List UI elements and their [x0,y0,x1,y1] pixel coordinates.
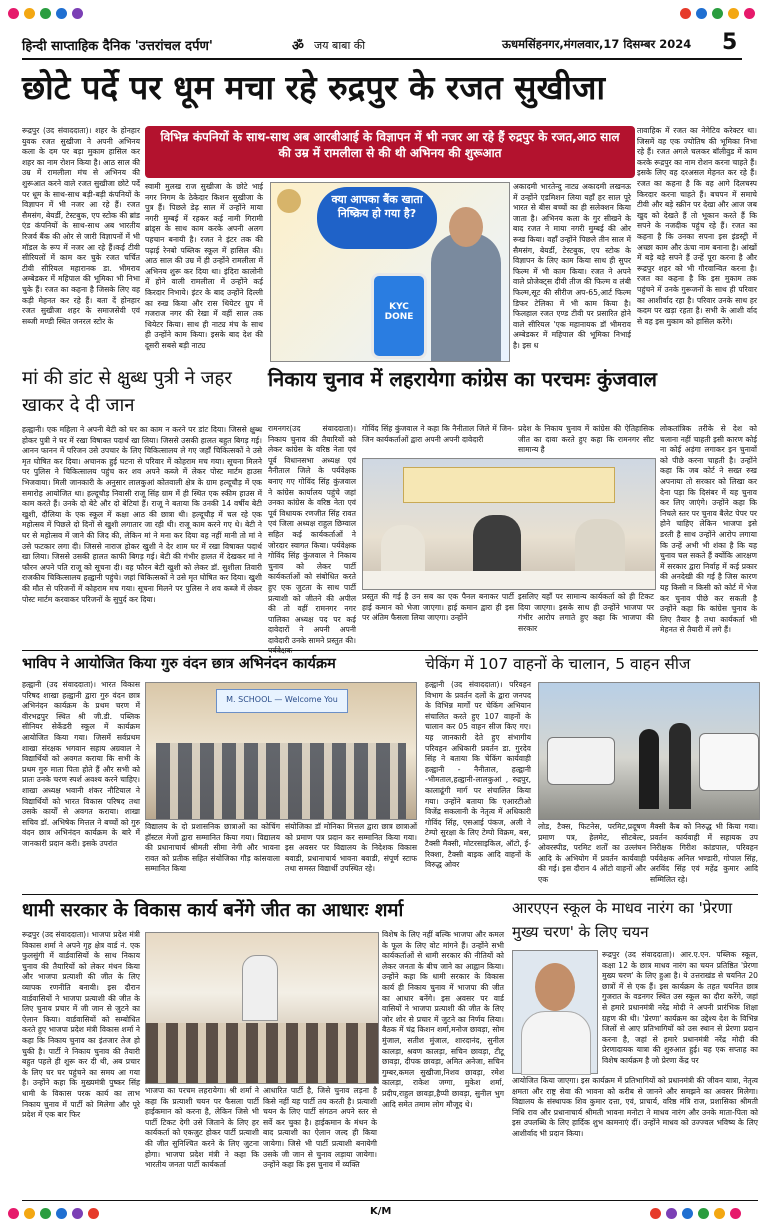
kyc-badge: KYC DONE [384,302,414,322]
mother-body: हल्द्वानी। एक महिला ने अपनी बेटी को घर का काम न करने पर डांट दिया। जिससे क्षुब्ध होकर पुत्री ने घर में रखा विषाक्त पदार्थ खा लिया। जिससे उसकी हालत बहुत बिगड़ गई। आनन फानन में परिजन उसे उपचार के लिए चिकित्सालय ले गए जहाँ चिकित्सकों ने उसे मृत घोषित कर दिया। अचानक हुई घटना से परिवार में कोहराम मच गया। सूचना मिलने पर पुलिस ने चिकित्सालय पहुंच कर शव अपने कब्जे में लेकर पोस्ट मार्टम हाउस भिजवाया। मिली जानकारी के अनुसार लालकुआं कोतवाली क्षेत्र के ग्राम हल्दूचौड़ में एक समारोह आयोजित था। हल्दूचौड़ निवासी राजू सिंह ग्राम में ही स्थित एक स्कीम हाउस में काम करते हैं। उनके दो बेटे और दो बेटियां हैं। राजू ने बताया कि उनकी 14 वर्षीय बेटी खुशी, दौलिया के एक स्कूल में कक्षा आठ की छात्रा थी। हल्दूचौड़ में चल रहे एक महोत्सव में पिछले दो दिनों से खुशी लगातार जा रही थी। राजू काम करने गए थे। बेटी ने घर से महोत्सव में जाने की जिद की, लेकिन मां ने मना कर दिया वह नहीं मानी तो मां ने उसे फटकार लगा दी। जिससे नाराज होकर खुशी ने देर शाम घर में रखा विषाक्त पदार्थ खा लिया। जिससे उसकी हालत काफी बिगड़ गई। बेटी की गंभीर हालत में देखकर मां ने फौरन अपने पति राजू को सूचना दी। वह फौरन बेटी खुशी को लेकर डॉ. सुशीला तिवारी राजकीय चिकित्सालय हल्द्वानी पहुंचे। जहां चिकित्सकों ने उसे मृत घोषित कर दिया। खुशी की मौत से परिजनों में कोहराम मच गया। सूचना मिलने पर पुलिस ने शव कब्जे में लेकर पोस्ट मार्टम करवाकर परिजनों के सुपुर्द कर दिया। [22,425,262,604]
dhami-col1: रूद्रपुर (उद संवाददाता)। भाजपा प्रदेश मंत्री विकास शर्मा ने अपने गृह क्षेत्र वार्ड नं. एक फुलसुंगी में वार्डवासियों के साथ निकाय चुनाव की तैयारियों को लेकर मंथन किया और भाजपा प्रत्याशी की जीत के लिए व्यापक रणनीति बनायी। इस दौरान वार्डवासियों ने भाजपा प्रत्याशी की जीत के लिए चुनाव प्रचार में जी जान से जुटने का ऐलान किया। वार्डवासियों को सम्बोधित करते हुए भाजपा प्रदेश मंत्री विकास शर्मा ने कहा कि निकाय चुनाव का इंतजार तेज हो चुकी है। पार्टी ने निकाय चुनाव की तैयारी बहुत पहले ही शुरू कर दी थी, अब प्रचार के लिए घर घर पहुंचने का समय आ गया है। उन्होंने कहा कि मुख्यमंत्री पुष्कर सिंह धामी के विकास परक कार्य का लाभ निकाय चुनाव में पार्टी को मिलेगा और पूरे प्रदेश में एक बार फिर [22,930,140,1120]
congress-col2-bottom: प्रस्तुत की गई है उन सब का एक पैनल बनाकर पार्टी हाई कमान को भेजा जाएगा। हाई कमान द्वारा ही इस पर अंतिम फैसला लिया जाएगा। उन्होंने [362,592,514,623]
man-head [449,207,483,247]
white-van [699,733,759,791]
group-row [156,743,406,819]
congress-col2-top: गोविंद सिंह कुंजवाल ने कहा कि नैनीताल जिले में जिन-जिन कार्यकर्ताओं द्वारा अपनी अपनी दावेदारी [362,424,514,444]
officer-1 [639,729,659,809]
dhami-col4: विशेष के लिए नहीं बल्कि भाजपा और कमल के फूल के लिए वोट मांगने हैं। उन्होंने सभी कार्यकर्ताओं से धामी सरकार की नीतियों को लेकर जनता के बीच जाने का आह्वान किया। उन्होंने कहा कि धामी सरकार के विकास कार्य ही निकाय चुनाव में भाजपा की जीत का आधार बनेंगे। इस अवसर पर वार्ड वासियों ने भाजपा प्रत्याशी की जीत के लिए जोर शोर से प्रचार में जुटने का निर्णय लिया। बैठक में चंद्र किशन शर्मा,मनोज छावड़ा, सोम मुंजाल, सतीश मुंजाल, शारदानंद, सुनील कालड़ा, श्रवण कालड़ा, सचिन छावड़ा, टीटू छावड़ा, दीपक छावड़ा, अमित अनेजा, सचिन गुम्बर,कमल सुखीजा,निशव छावड़ा, रमेश कालड़ा, राकेश जग्गा, मुकेश शर्मा, प्रदीप,राहुल छावड़ा,हैप्पी छावड़ा, सुनील भुग आदि समेत तमाम लोग मौजूद थे। [382,930,504,1109]
jeep [547,737,615,785]
top-right-dots [680,8,755,19]
speaker [242,955,278,1021]
congress-headline: निकाय चुनाव में लहरायेगा कांग्रेस का परचमः कुंजवाल [268,367,657,391]
main-col2: स्वामी मुलख राज सुखीजा के छोटे भाई नगर निगम के ठेकेदार किशन सुखीजा के पुत्र हैं। पिछले डेढ़ साल में उन्होंने माया नगरी मुम्बई में रहकर कई नामी गिरामी ब्रांड्स के साथ काम करके अपनी अलग पहचान बनायी है। रजत ने इंटर तक की पढ़ाई रेनबो पब्लिक स्कूल में हासिल की। आठ साल की उम्र में ही उन्होंने रामलीला में अभिनय शुरू कर दिया था। इंदिरा कालोनी में होने वाली रामलीला में उन्होंने कई किरदार निभाये। इंटर के बाद उन्होंने दिल्ली का रुख किया और रास थियेटर ग्रुप में गजराज नगर की रेखा में वहीं साल तक थियेटर किया। साथ ही नाट्य मंच के साथ ही उन्होंने काम किया। इसके बाद देश की दूसरी सबसे बड़ी नाट्य [145,182,263,350]
guru-photo [145,682,417,820]
dhami-headline: धामी सरकार के विकास कार्य बनेंगे जीत का आधारः शर्मा [22,900,404,921]
guru-col3: संयोजिका डॉ मोनिका मित्तल द्वारा छात्र छात्राओं को प्रमाण पत्र प्रदान कर सम्मानित किया गया। इस अवसर पर विद्यालय के निदेशक विकास बवाडी, प्रधानाचार्य भावना बवाडी, संपूर्ण स्टाफ तथा समस्त विद्यार्थी उपस्थित रहे। [285,822,417,874]
guru-col2: विद्यालय के दो प्रशासनिक छात्राओं का कोचिंग हॉस्टल मेजों द्वारा सम्मानित किया गया। विद्यालय की प्रधानाचार्य श्रीमती सीमा नेगी और भावना रावत को प्रतीक सहित संयोजिका गौड़ कांसवाला सम्मानित किया [145,822,280,874]
student-photo [512,950,598,1074]
divider-lower [22,894,758,895]
main-subhead-box [145,126,635,178]
man-figure [431,233,501,361]
officer-2 [669,723,691,809]
footer-brand: K/M [370,1206,392,1217]
main-col1: रूद्रपुर (उद संवाददाता)। शहर के होनहार युवक रजत सुखीजा ने अपनी अभिनय कला के दम पर बड़ा मुकाम हासिल कर शहर का नाम रोशन किया है। आठ साल की उम्र में रामलीला मंच से अभिनय की शुरूआत करने वाले रजत सुखीजा छोटे पर्दे पर धूम के साथ-साथ बड़ी-बड़ी कंपनियों के विज्ञापन में भी नजर आ रहे हैं। रजत सैमसंग, बेयर्डी, टेस्टबुक, एप स्टोक की ब्रांड एंड कंपनियों के साथ-साथ अब भारतीय रिजर्व बैंक की ओर से जारी विज्ञापनों में भी मॉडल के रूप में नजर आ रहे हैं।कई टीवी सीरियलों में काम कर चुके रजत चर्चित टीवी सीरियल महारानक डा. भीमराव अम्बेडकर में महिपाल की भूमिका भी निभा चुके हैं। रजत का कहना है जिसके लिए वह कड़ी मेहनत कर रहे हैं। बता दें होनहार रजत सुखीजा शहर के समाजसेवी एवं सब्जी मण्डी स्थित जनरल स्टोर के [22,126,140,326]
bottom-left-dots [8,1208,99,1219]
vehicle-headline: चेकिंग में 107 वाहनों के चालान, 5 वाहन सीज [425,655,691,673]
congress-col4: लोकतांत्रिक तरीके से देश को चलाना नहीं चाहती इसी कारण कोई ना कोई अड़ंगा लगाकर इन चुनावों को पीछे करना चाहती है। उन्होंने कहा कि जब कोर्ट ने सख्त रुख अपनाया तो सरकार को लिखा कर देना पड़ा कि दिसंबर में यह चुनाव कर लिए जाएंगे। उन्होंने कहा कि निचले स्तर पर चुनाव बैलेट पेपर पर होने चाहिए लेकिन भाजपा इसे डरती है साथ उन्होंने आरोप लगाया कि उन्हें अभी भी शंका है कि यह चुनाव चल सकते हैं क्योंकि आरक्षण में सरकार द्वारा निर्वाह में कई प्रकार की अनदेखी की गई है जिस कारण यह किसी न किसी को कोर्ट में भेज कर चुनाव पीछे कर सकती है उन्होंने कहा कि कांग्रेस चुनाव के लिए तैयार है तथा कार्यकर्ता भी मेहनत से तैयारी में लगे हैं। [660,424,757,635]
congress-col1: रामनगर(उद संवाददाता)। निकाय चुनाव की तैयारियों को लेकर कांग्रेस के वरिष्ठ नेता एवं पूर्व विधानसभा अध्यक्ष एवं नैनीताल जिले के पर्यवेक्षक बनाए गए गोविंद सिंह कुंजवाल ने कांग्रेस कार्यालय पहुंचे जहां उनका कांग्रेस के वरिष्ठ नेता एवं पूर्व विधायक रणजीत सिंह रावत एवं जिला अध्यक्ष राहुल छिम्वाल सहित कई कार्यकर्ताओं ने जोरदार स्वागत किया। पर्यवेक्षक गोविंद सिंह कुंजवाल ने निकाय चुनाव को लेकर पार्टी कार्यकर्ताओं को संबोधित करते हुए एक जुटता के साथ पार्टी प्रत्याशी को जीतने की अपील की तो वहीं रामनगर नगर पालिका अध्यक्ष पद पर कई दावेदारों ने अपनी अपनी दावेदारी उनके सामने प्रस्तुत की। [268,424,356,645]
school-col2: आयोजित किया जाएगा। इस कार्यक्रम में प्रतिभागियों को प्रधानमंत्री की जीवन यात्रा, नेतृत्व क्षमता और राष्ट्र सेवा की भावना को करीब से जानने और समझने का अवसर मिलेगा। विद्यालय के संस्थापक शिव कुमार दत्ता, एवं, प्राचार्य, वरिष्ठ मंत्रि राज, प्रशासिका श्रीमती निधि राव और प्रधानाचार्य श्रीमती भावना मनोटा ने माधव नारंग और उनके माता-पिता को इस उपलब्धि के लिए हार्दिक शुभ कामनाएं दीं। उन्होंने माधव को उज्ज्वल भविष्य के लिए आशीर्वाद भी प्रदान किया। [512,1076,758,1138]
crowd [146,1023,378,1083]
mother-headline: मां की डांट से क्षुब्ध पुत्री ने जहर खाकर दे दी जान [22,368,232,416]
bottom-right-dots [650,1208,741,1219]
congress-col3-top: प्रदेश के निकाय चुनाव में कांग्रेस की ऐतिहासिक जीत का दावा करते हुए कहा कि रामनगर सीट सामान्य है [518,424,654,455]
divider-mid [22,650,758,651]
congress-photo [362,458,656,590]
page-number: 5 [722,30,738,55]
ad-phone [371,273,427,359]
welcome-banner-text: M. SCHOOL — Welcome You [226,695,338,704]
guru-headline: भाविप ने आयोजित किया गुरु वंदन छात्र अभिनंदन कार्यक्रम [22,656,336,672]
top-left-dots [8,8,83,19]
masthead-bar [22,30,742,56]
slogan: जय बाबा की [314,39,366,52]
main-col3: अकादमी भारतेन्दु नाट्य अकादमी लखनऊ में उन्होंने एडमिशन लिया यहाँ हर साल पूरे भारत से बीस बच्चों का ही सलेक्शन किया जाता है। अभिनय कला के गुर सीखने के बाद रजत ने माया नगरी मुम्बई की ओर रूख किया। वहाँ उन्होंने पिछले तीन साल में सैमसंग, बेयर्डी, टेस्टबुक, एप स्टोक के विज्ञापन के लिए काम किया साथ ही सुपर फिल्म में भी काम किया। रजत ने अपने वाले प्रोजेक्ट्स दीवी तीज की फिल्म व लंबी फिल्म,सूट की सीरीज अप-65,आर्ट फिल्म डिफर टेलिका में भी काम किया है। फिलहाल रजत एण्ड टीवी पर प्रसारित होने वाले सीरियल 'एक महानायक डॉ भीमराव अम्बेडकर में महिपाल की भूमिका निभाई है। इस ध [513,182,631,350]
school-headline: आरएएन स्कूल के माधव नारंग का 'प्रेरणा मुख्य चरण' के लिए चयन [512,899,733,941]
dhami-col2: भाजपा का परचम लहरायेगा। श्री शर्मा ने कहा कि प्रत्याशी चयन पर फैसला पार्टी हाईकमान को करना है, लेकिन जिसे भी पार्टी टिकट देगी उसे जिताने के लिए हर कार्यकर्ता को एकजुट होकर पार्टी प्रत्याशी की जीत सुनिश्चित करने के लिए जुटना होगा। भाजपा प्रदेश मंत्री ने कहा कि भारतीय जनता पार्टी कार्यकर्ता [145,1086,259,1170]
congress-col3-bottom: इसलिए यहाँ पर सामान्य कार्यकर्ता को ही टिकट दिया जाएगा। इसके साथ ही उन्होंने भाजपा पर गंभीर आरोप लगाते हुए कहा कि भाजपा की सरकार [518,592,654,633]
footer-rule [22,1200,758,1201]
student-body [521,1011,591,1075]
school-col1: रूद्रपुर (उद संवाददाता)। आर.ए.एन. पब्लिक स्कूल, कक्षा 12 के छात्र माधव नारंग का चयन प्रतिष्ठित 'प्रेरणा मुख्य चरण' के लिए हुआ है। ये उत्तराखंड से चयनित 20 छात्रों में से एक हैं। इस कार्यक्रम के तहत चयनित छात्र गुजरात के वडनगर स्थित उस स्कूल का दौरा करेंगे, जहां से हमारे प्रधानमंत्री नरेंद्र मोदी ने अपनी प्रारंभिक शिक्षा ग्रहण की थी। 'प्रेरणा' कार्यक्रम का उद्देश्य देश के विभिन्न जिलों से आए प्रतिभागियों को उस स्थान से प्रेरणा प्रदान करना है, जहां से हमारे प्रधानमंत्री नरेंद्र मोदी की प्रेरणादायक यात्रा की शुरुआत हुई। यह एक सप्ताह का विशेष कार्यक्रम है जो प्रेरणा केंद्र पर [602,950,758,1065]
guru-col1: हल्द्वानी (उद संवाददाता)। भारत विकास परिषद शाखा हल्द्वानी द्वारा गुरु वंदन छात्र अभिनंदन कार्यक्रम के प्रथम चरण में वीरभद्रपुर स्थित श्री जी.डी. पब्लिक सीनियर सेकेंडरी स्कूल में कार्यक्रम आयोजित किया गया। जिसमें सर्वप्रथम शाखा संरक्षक भगवान सहाय अग्रवाल ने विद्यार्थियों को अवगत कराया कि सभी के प्रथम गुरु माता पिता होते हैं और सभी को प्रातः उनके चरण स्पर्श अवश्य करने चाहिए। शाखा अध्यक्ष भवानी शंकर नौटियाल ने विद्यार्थियों को भारत विकास परिषद तथा उसके कार्यों से अवगत कराया। शाखा सचिव डॉ. अभिषेक मित्तल ने बच्चों को गुरु वंदन छात्र अभिनंदन कार्यक्रम के बारे में जानकारी प्रदान करी। इसके उपरांत [22,680,140,848]
dhami-photo [145,932,379,1084]
vehicle-col1: हल्द्वानी (उद संवाददाता)। परिवहन विभाग के प्रवर्तन दलों के द्वारा जनपद के विभिन्न मार्गों पर चेकिंग अभियान संचालित करते हुए 107 वाहनों के चालान कर 05 वाहन सीज किए गए। यह जानकारी देते हुए संभागीय परिवहन अधिकारी प्रवर्तन डा. गुरदेव सिंह ने बताया कि चेकिंग कार्यवाही हल्द्वानी - नैनीताल, हल्द्वानी -भीमताल,हल्द्वानी-लालकुआं , रुद्रपुर, कालाढूंगी मार्ग पर संचालित किया गया। उन्होंने बताया कि एआरटीओ विजेंद्र सकलानी के नेतृत्व में अधिकारी गोविंद सिंह, एसआई पंकज, अली ने टेम्पो सुरक्षा के लिए टेम्पो विक्रम, बस, टैक्सी मैक्सी, मोटरसाइकिल, ऑटो, ई-रिक्शा, टैक्सी बाइक आदि वाहनों के विरुद्ध ओवर [425,680,531,870]
main-col4: तावाहिक में रजत का नेगेटिव करेक्टर था। जिसमें वह एक ज्योतिष की भूमिका निभा रहे हैं। रजत अगले चलकर बॉलीवुड में काम करके रूद्रपुर का नाम रोशन करना चाहते हैं। इसके लिए वह दरअसल मेहनत कर रहे हैं। रजत का कहना है कि वह आगे दिलचस्प किरदार करना चाहते हैं। बचपन में समाचे टीवी और बड़े स्क्रीन पर देखा और आज जब खुद को देखते हैं तो भूकान करते हैं कि सपने के नजदीक पहुंच रहे हैं। रजत का कहना है कि उनका सपना इस इंडस्ट्री में अच्छा काम और ऊंचा नाम बनाना है। आंखों में बड़े बड़े सपने हैं उन्हें पूरा करना है और रूद्रपुर शहर को भी गौरवान्वित करना है। रजत का कहना है कि इस मुकाम तक पहुंचने में उनके गुरूजनों के साथ ही परिवार का आशीर्वाद रहा है। परिवार उनके साथ हर कदम पर खड़ा रहता है। सभी के आशी र्वाद से वह इस मुकाम को हासिल करेंगे। [637,126,757,326]
ad-question: क्या आपका बैंक खाता निष्क्रिय हो गया है? [331,193,423,220]
vehicle-col3: मैक्सी कैब को निरुद्ध भी किया गया। प्रवर्तन कार्यवाही में सहायक उप निरीक्षक गिरीश कांडपाल, परिवहन पर्यवेक्षक अनिल भण्डारी, गोपाल सिंह, अरविंद सिंह एवं महेंद्र कुमार आदि सम्मिलित रहे। [650,822,758,884]
main-headline: छोटे पर्दे पर धूम मचा रहे रुद्रपुर के रजत सुखीजा [22,68,606,107]
student-head [535,963,575,1011]
table-cloth [363,571,655,589]
ad-bubble [317,187,437,249]
om-icon: ॐ [292,39,304,54]
vehicle-col2: लोड, टैक्स, फिटनेस, परमिट,प्रदूषण प्रमाण पत्र, हेलमेट, सीटबेल्ट, ओवरस्पीड, परमिट शर्तों का उल्लंघन आदि के अभियोग में प्रवर्तन कार्यवाही की गई। इस दौरान 4 ऑटो वाहनों और एक [538,822,646,884]
vehicle-photo [538,682,760,820]
dhami-col3: आधारित पार्टी है, जिसे चुनाव लड़ना है किसे नहीं यह पार्टी तय करती है। प्रत्याशी चयन के लिए पार्टी संगठन अपने स्तर से सर्वे कर चुका है। हाईकमान के मंथन के बाद प्रत्याशी का ऐलान जल्द ही किया जायेगा। जिसे भी पार्टी प्रत्याशी बनायेगी उसके जी जान से चुनाव लड़ाया जायेगा। उन्होंने कहा कि इस चुनाव में व्यक्ति [263,1086,377,1170]
kyc-ad-image [270,182,510,362]
header-rule [22,58,742,60]
main-subhead: विभिन्न कंपनियों के साथ-साथ अब आरबीआई के विज्ञापन में भी नजर आ रहे हैं रुद्रपुर के रजत,आठ साल की उम्र में रामलीला से की थी अभिनय की शुरूआत [160,130,620,160]
masthead-title: हिन्दी साप्ताहिक दैनिक 'उत्तरांचल दर्पण' [22,39,213,54]
welcome-banner [216,689,348,713]
rbi-logo-icon [277,189,301,213]
congress-banner [403,467,615,503]
place-date: ऊधमसिंहनगर,मंगलवार,17 दिसम्बर 2024 [502,37,692,51]
